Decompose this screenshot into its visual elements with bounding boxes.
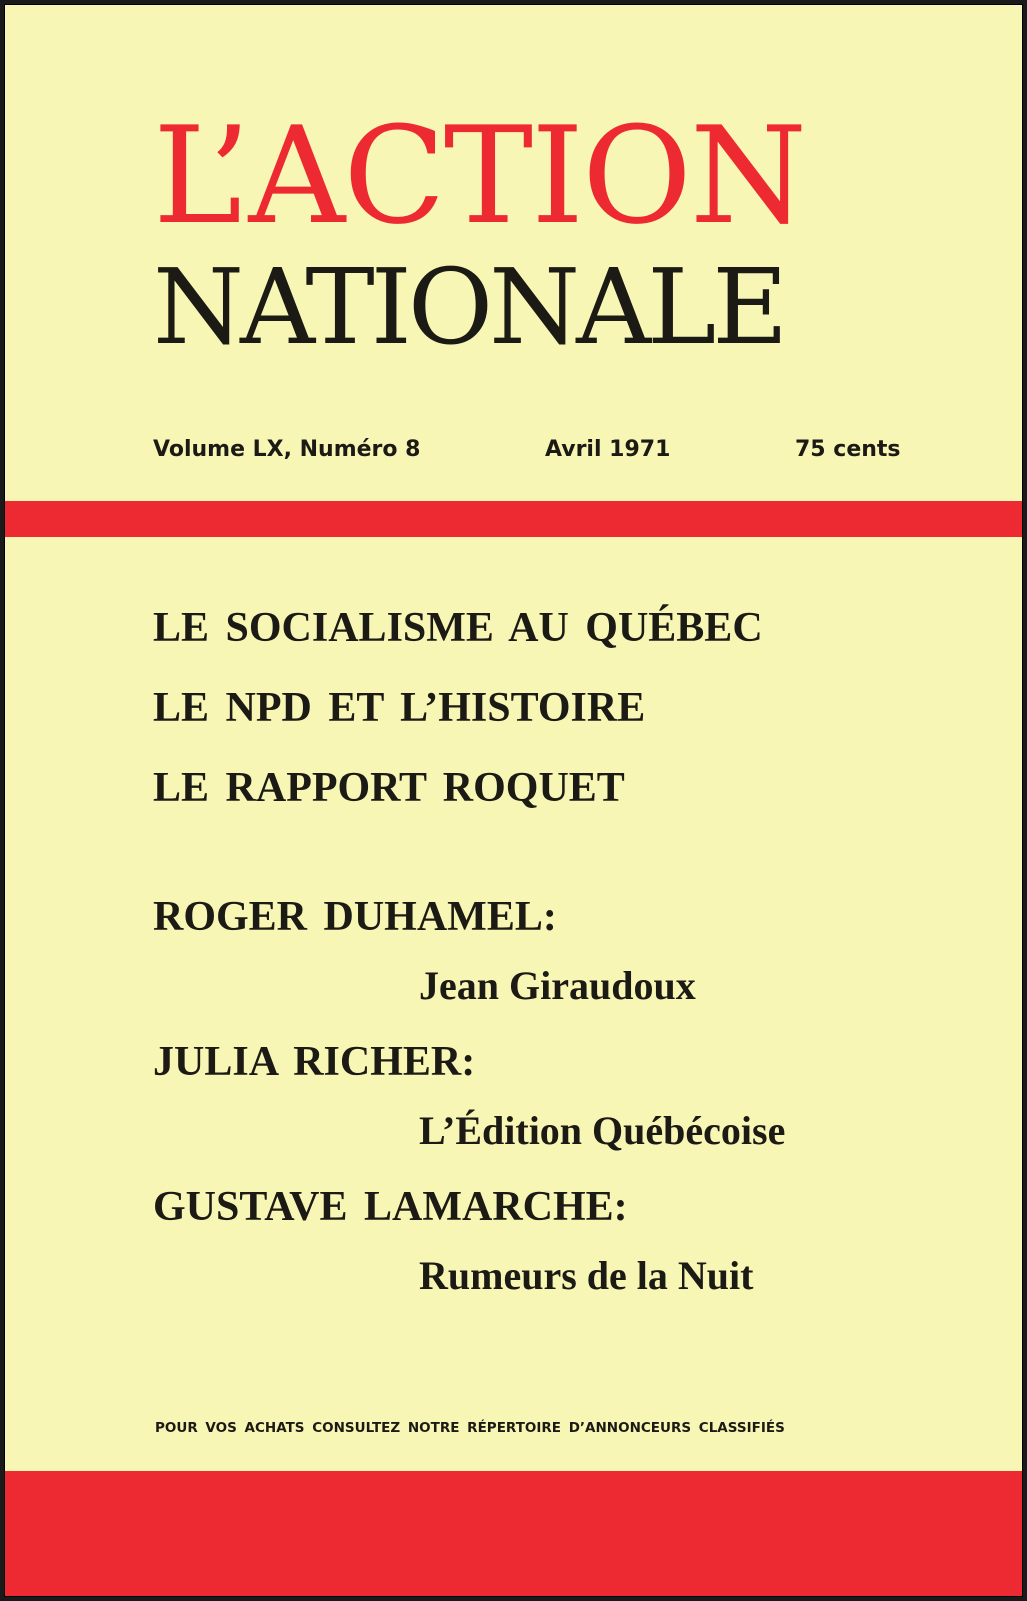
bottom-red-band: [5, 1471, 1022, 1597]
headline-rapport: LE RAPPORT ROQUET: [153, 765, 625, 811]
issue-volume: Volume LX, Numéro 8: [153, 437, 421, 462]
headline-socialisme: LE SOCIALISME AU QUÉBEC: [153, 605, 763, 651]
top-red-band: [5, 501, 1022, 537]
contributor-author: GUSTAVE LAMARCHE:: [153, 1184, 628, 1230]
contributor-work: L’Édition Québécoise: [419, 1108, 786, 1153]
contributor-work: Rumeurs de la Nuit: [419, 1253, 754, 1298]
headline-npd: LE NPD ET L’HISTOIRE: [153, 685, 646, 731]
magazine-cover: [4, 4, 1023, 1597]
masthead-line-1: L’ACTION: [153, 98, 806, 254]
issue-date: Avril 1971: [545, 437, 671, 462]
contributor-author: ROGER DUHAMEL:: [153, 894, 557, 940]
contributor-author: JULIA RICHER:: [153, 1039, 476, 1085]
contributor-work: Jean Giraudoux: [419, 963, 696, 1008]
issue-price: 75 cents: [795, 437, 901, 462]
masthead-line-2: NATIONALE: [153, 246, 785, 368]
footer-note: POUR VOS ACHATS CONSULTEZ NOTRE RÉPERTOIRE D’ANNONCEURS CLASSIFIÉS: [155, 1420, 785, 1436]
